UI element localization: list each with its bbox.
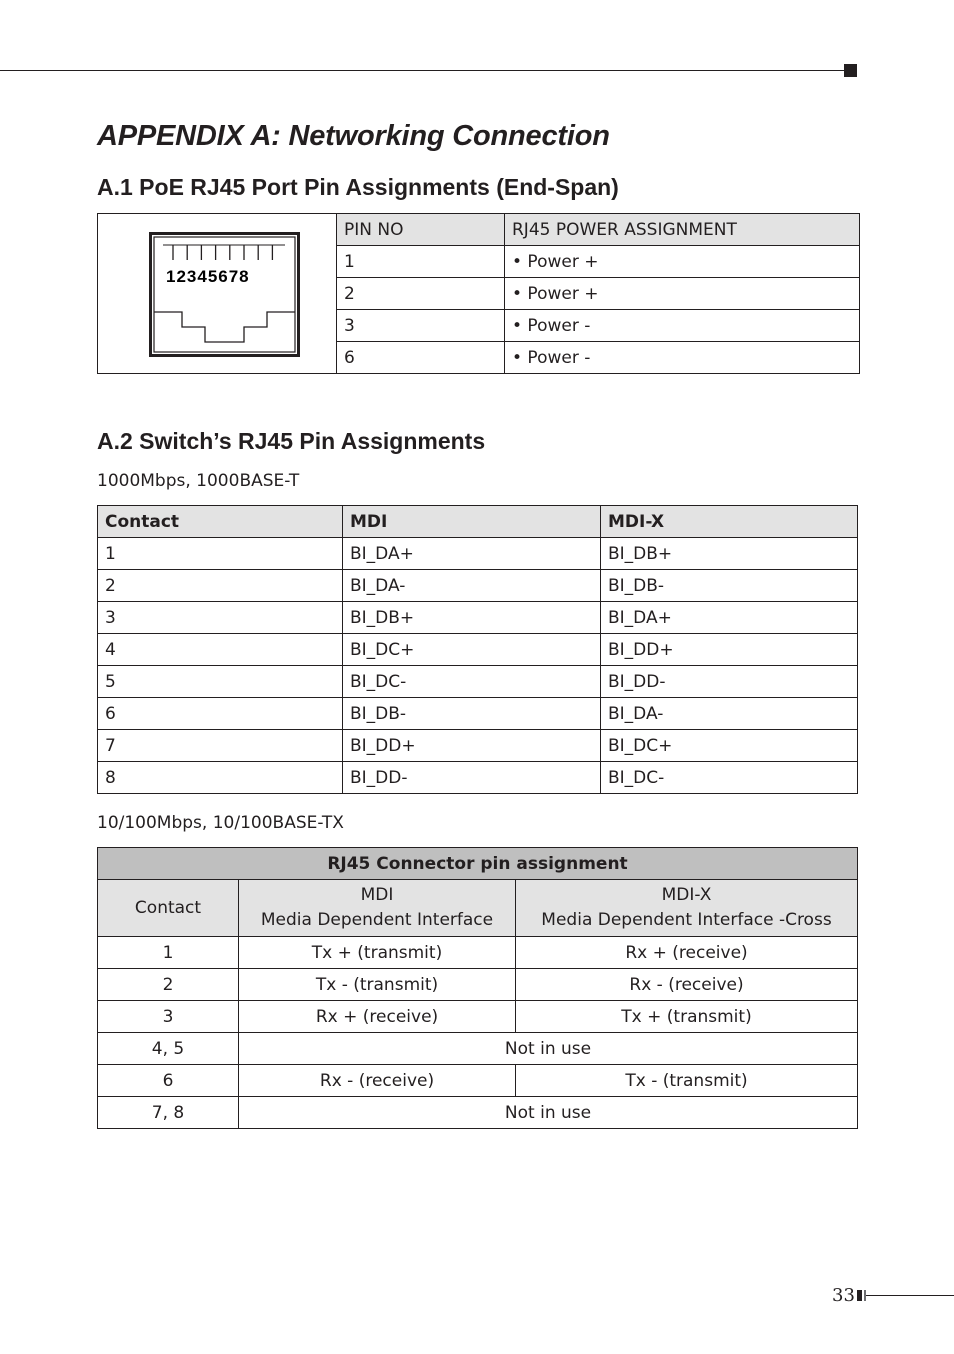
mdi-cell: BI_DA- — [343, 570, 601, 602]
header-mdi-title: MDI — [360, 885, 394, 905]
table-row — [98, 937, 858, 969]
mdi-cell: Rx - (receive) — [239, 1065, 516, 1097]
power-cell: • Power + — [505, 246, 860, 278]
contact-cell: 7, 8 — [98, 1097, 239, 1129]
header-pin-no: PIN NO — [337, 214, 505, 246]
not-in-use-cell: Not in use — [239, 1097, 858, 1129]
header-mdix-title: MDI-X — [661, 885, 712, 905]
contact-cell: 3 — [98, 1001, 239, 1033]
header-mdix — [516, 880, 858, 937]
header-mdi — [239, 880, 516, 937]
mdix-cell: BI_DC- — [601, 762, 858, 794]
mdi-cell: BI_DA+ — [343, 538, 601, 570]
table-row — [98, 730, 858, 762]
mdix-cell: Rx - (receive) — [516, 969, 858, 1001]
gigabit-caption: 1000Mbps, 1000BASE-T — [97, 471, 300, 491]
contact-cell: 6 — [98, 698, 343, 730]
mdi-cell: Tx + (transmit) — [239, 937, 516, 969]
header-contact: Contact — [98, 506, 343, 538]
header-mdi: MDI — [343, 506, 601, 538]
power-cell: • Power - — [505, 342, 860, 374]
table-row — [98, 666, 858, 698]
header-square-mark — [844, 64, 857, 77]
table-row — [98, 969, 858, 1001]
table-row — [98, 762, 858, 794]
table-row — [98, 698, 858, 730]
header-contact: Contact — [98, 880, 239, 937]
poe-pin-table — [97, 213, 860, 374]
not-in-use-cell: Not in use — [239, 1033, 858, 1065]
contact-cell: 2 — [98, 969, 239, 1001]
mdix-cell: Tx + (transmit) — [516, 1001, 858, 1033]
table-row — [98, 1065, 858, 1097]
contact-cell: 4, 5 — [98, 1033, 239, 1065]
table-title: RJ45 Connector pin assignment — [98, 848, 858, 880]
mdi-cell: BI_DB- — [343, 698, 601, 730]
section-a2-heading: A.2 Switch’s RJ45 Pin Assignments — [97, 428, 486, 454]
rj45-jack-cell — [98, 214, 337, 374]
table-row — [98, 570, 858, 602]
gigabit-pin-table — [97, 505, 858, 794]
rj45-jack-icon — [149, 232, 300, 357]
table-row — [98, 1033, 858, 1065]
table-row — [98, 602, 858, 634]
footer-rule — [866, 1295, 954, 1296]
mdix-cell: Tx - (transmit) — [516, 1065, 858, 1097]
mdi-cell: BI_DC+ — [343, 634, 601, 666]
mdix-cell: Rx + (receive) — [516, 937, 858, 969]
mdi-cell: BI_DD- — [343, 762, 601, 794]
mdix-cell: BI_DD+ — [601, 634, 858, 666]
mdix-cell: BI_DD- — [601, 666, 858, 698]
table-row — [98, 634, 858, 666]
table-row — [98, 1001, 858, 1033]
fast-ethernet-pin-table — [97, 847, 858, 1129]
contact-cell: 1 — [98, 538, 343, 570]
mdix-cell: BI_DB+ — [601, 538, 858, 570]
mdi-cell: BI_DC- — [343, 666, 601, 698]
page-number: 33 — [832, 1285, 855, 1306]
contact-cell: 6 — [98, 1065, 239, 1097]
contact-cell: 3 — [98, 602, 343, 634]
header-rule — [0, 70, 846, 71]
footer-mark — [857, 1290, 862, 1301]
pin-no-cell: 3 — [337, 310, 505, 342]
contact-cell: 1 — [98, 937, 239, 969]
header-mdi-desc: Media Dependent Interface — [260, 910, 494, 930]
contact-cell: 4 — [98, 634, 343, 666]
mdi-cell: Rx + (receive) — [239, 1001, 516, 1033]
pin-no-cell: 2 — [337, 278, 505, 310]
fast-ethernet-caption: 10/100Mbps, 10/100BASE-TX — [97, 813, 344, 833]
contact-cell: 2 — [98, 570, 343, 602]
pin-no-cell: 1 — [337, 246, 505, 278]
header-mdix: MDI-X — [601, 506, 858, 538]
mdix-cell: BI_DA+ — [601, 602, 858, 634]
contact-cell: 7 — [98, 730, 343, 762]
section-a1-heading: A.1 PoE RJ45 Port Pin Assignments (End-Span) — [97, 174, 619, 200]
power-cell: • Power - — [505, 310, 860, 342]
header-mdix-desc: Media Dependent Interface -Cross — [541, 910, 832, 930]
contact-cell: 8 — [98, 762, 343, 794]
jack-pin-numbers: 12345678 — [166, 267, 250, 286]
mdix-cell: BI_DA- — [601, 698, 858, 730]
mdi-cell: BI_DD+ — [343, 730, 601, 762]
pin-no-cell: 6 — [337, 342, 505, 374]
mdix-cell: BI_DC+ — [601, 730, 858, 762]
header-power-assignment: RJ45 POWER ASSIGNMENT — [505, 214, 860, 246]
power-cell: • Power + — [505, 278, 860, 310]
table-row — [98, 538, 858, 570]
mdi-cell: BI_DB+ — [343, 602, 601, 634]
contact-cell: 5 — [98, 666, 343, 698]
mdix-cell: BI_DB- — [601, 570, 858, 602]
table-row — [98, 1097, 858, 1129]
mdi-cell: Tx - (transmit) — [239, 969, 516, 1001]
page-title: APPENDIX A: Networking Connection — [97, 120, 610, 152]
